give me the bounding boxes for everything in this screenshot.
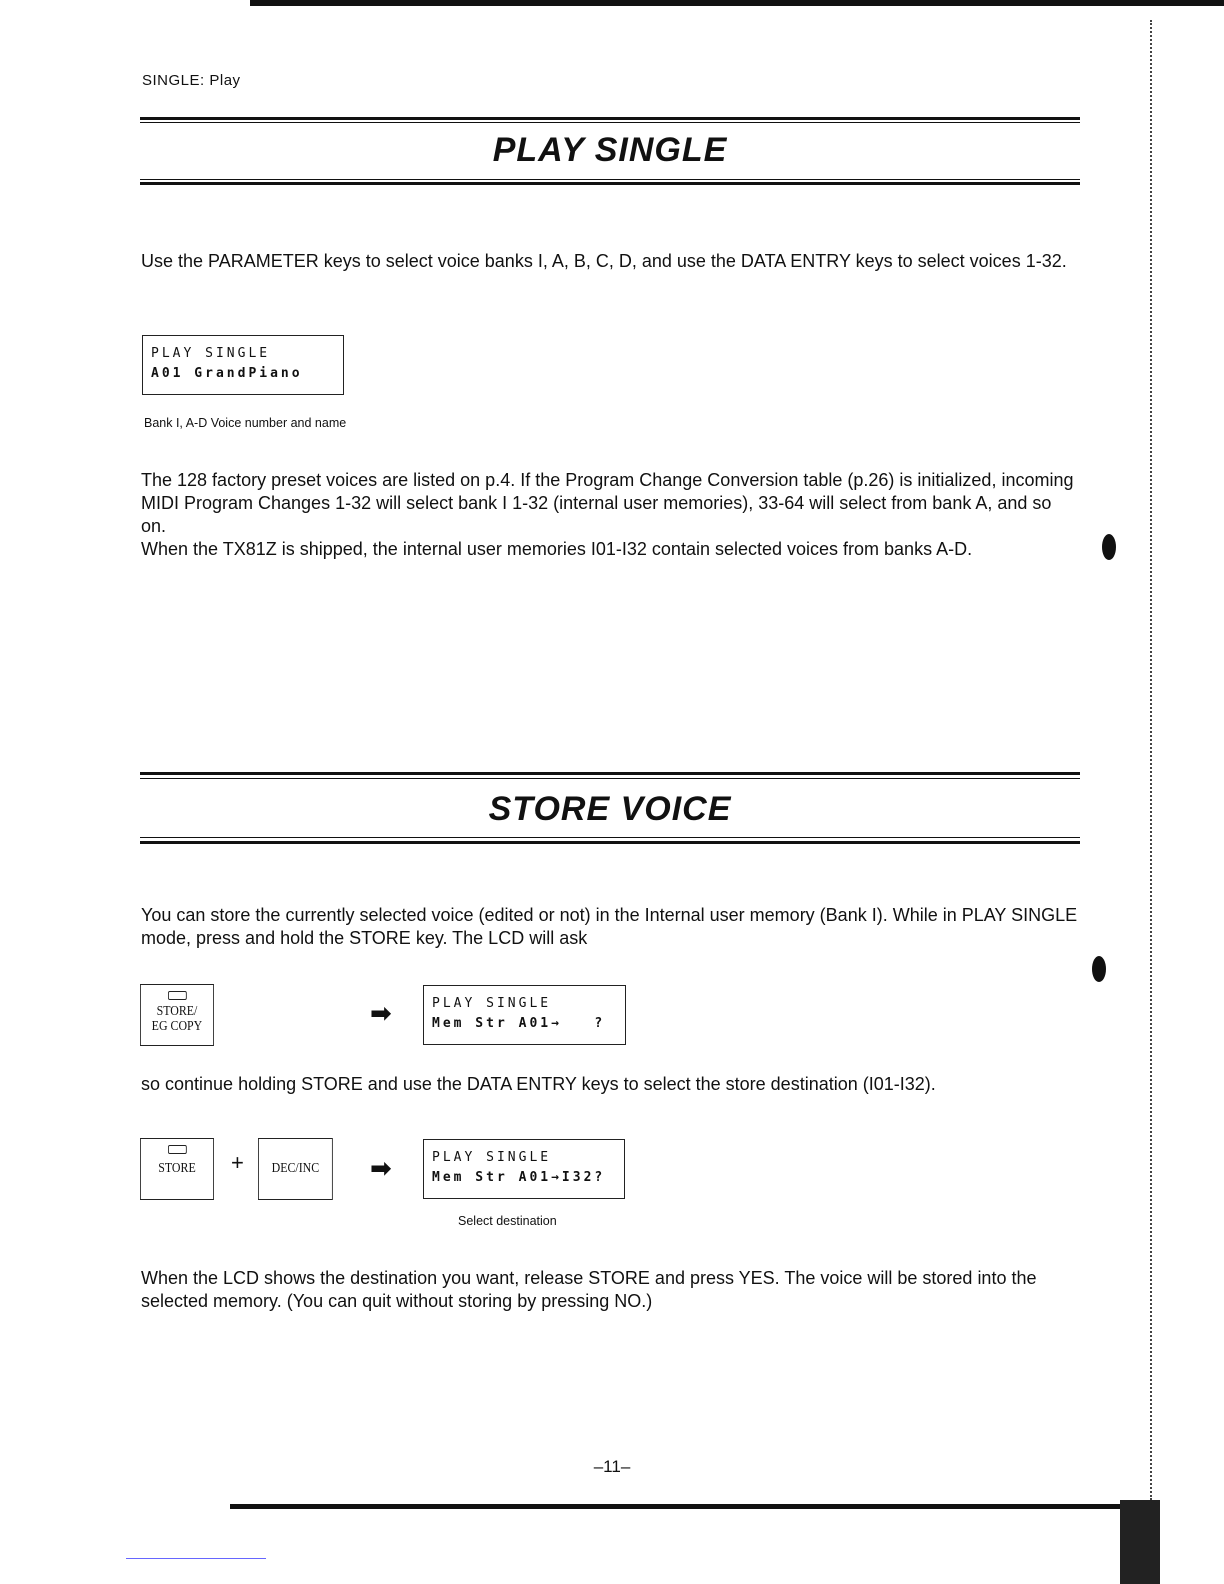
lcd-line-2: A01 GrandPiano	[151, 366, 303, 381]
section-rule	[140, 117, 1080, 120]
lcd-caption: Select destination	[458, 1214, 557, 1228]
lcd-line-1: PLAY SINGLE	[432, 996, 552, 1011]
store-key	[140, 1138, 214, 1200]
section-rule	[140, 182, 1080, 185]
store-voice-closing: When the LCD shows the destination you want, release STORE and press YES. The voice will be stored into the selected memory. (You can quit without storing by pressing NO.)	[141, 1268, 1037, 1311]
scan-edge-top	[250, 0, 1224, 6]
lcd-line-2: Mem Str A01→ ?	[432, 1016, 606, 1031]
body-paragraph-1: The 128 factory preset voices are listed on p.4. If the Program Change Conversion table (p.26) is initialized, incoming MIDI Program Changes 1-32 will select bank I 1-32 (internal user memories), 33-64 will select from bank A, and so on.	[141, 470, 1074, 536]
section-title-store-voice: STORE VOICE	[488, 790, 732, 828]
lcd-line-1: PLAY SINGLE	[151, 346, 271, 361]
lcd-caption: Bank I, A-D Voice number and name	[144, 416, 347, 430]
section-rule	[140, 778, 1080, 779]
section-title-play-single: PLAY SINGLE	[492, 131, 728, 169]
scan-edge-right	[1150, 20, 1154, 1500]
lcd-select-destination	[423, 1139, 625, 1199]
scan-corner-shadow	[1120, 1500, 1160, 1584]
section-rule	[140, 772, 1080, 775]
footer-underline	[126, 1558, 266, 1559]
section-rule	[140, 837, 1080, 838]
play-single-body	[141, 469, 1079, 561]
key-led-icon	[168, 991, 187, 1000]
store-voice-middle-text: so continue holding STORE and use the DATA ENTRY keys to select the store destination (I01-I32).	[141, 1074, 936, 1094]
lcd-mem-store-ask	[423, 985, 626, 1045]
running-header: SINGLE: Play	[142, 72, 241, 89]
plus-sign: +	[231, 1150, 244, 1175]
store-eg-copy-key	[140, 984, 214, 1046]
lcd-line-2: Mem Str A01→I32?	[432, 1170, 606, 1185]
ink-blot	[1102, 534, 1116, 560]
lcd-line-1: PLAY SINGLE	[432, 1150, 552, 1165]
right-arrow-icon: ➡	[370, 1153, 392, 1183]
lcd-play-single	[142, 335, 344, 395]
key-led-icon	[168, 1145, 187, 1154]
scan-edge-bottom	[230, 1504, 1160, 1509]
play-single-intro: Use the PARAMETER keys to select voice banks I, A, B, C, D, and use the DATA ENTRY keys to select voices 1-32.	[141, 251, 1067, 271]
ink-blot	[1092, 956, 1106, 982]
right-arrow-icon: ➡	[370, 998, 392, 1028]
section-rule	[140, 841, 1080, 844]
dec-inc-key	[258, 1138, 333, 1200]
key-label-line-2: EG COPY	[151, 1019, 203, 1034]
section-rule	[140, 122, 1080, 123]
body-paragraph-2: When the TX81Z is shipped, the internal user memories I01-I32 contain selected voices from banks A-D.	[141, 539, 973, 559]
key-label: DEC/INC	[271, 1161, 320, 1176]
store-voice-intro: You can store the currently selected voice (edited or not) in the Internal user memory (Bank I). While in PLAY SINGLE mode, press and hold the STORE key. The LCD will ask	[141, 905, 1078, 948]
section-rule	[140, 179, 1080, 180]
page-number: –11–	[593, 1457, 631, 1476]
key-label-line-1: STORE/	[156, 1004, 198, 1019]
key-label: STORE	[158, 1161, 196, 1176]
